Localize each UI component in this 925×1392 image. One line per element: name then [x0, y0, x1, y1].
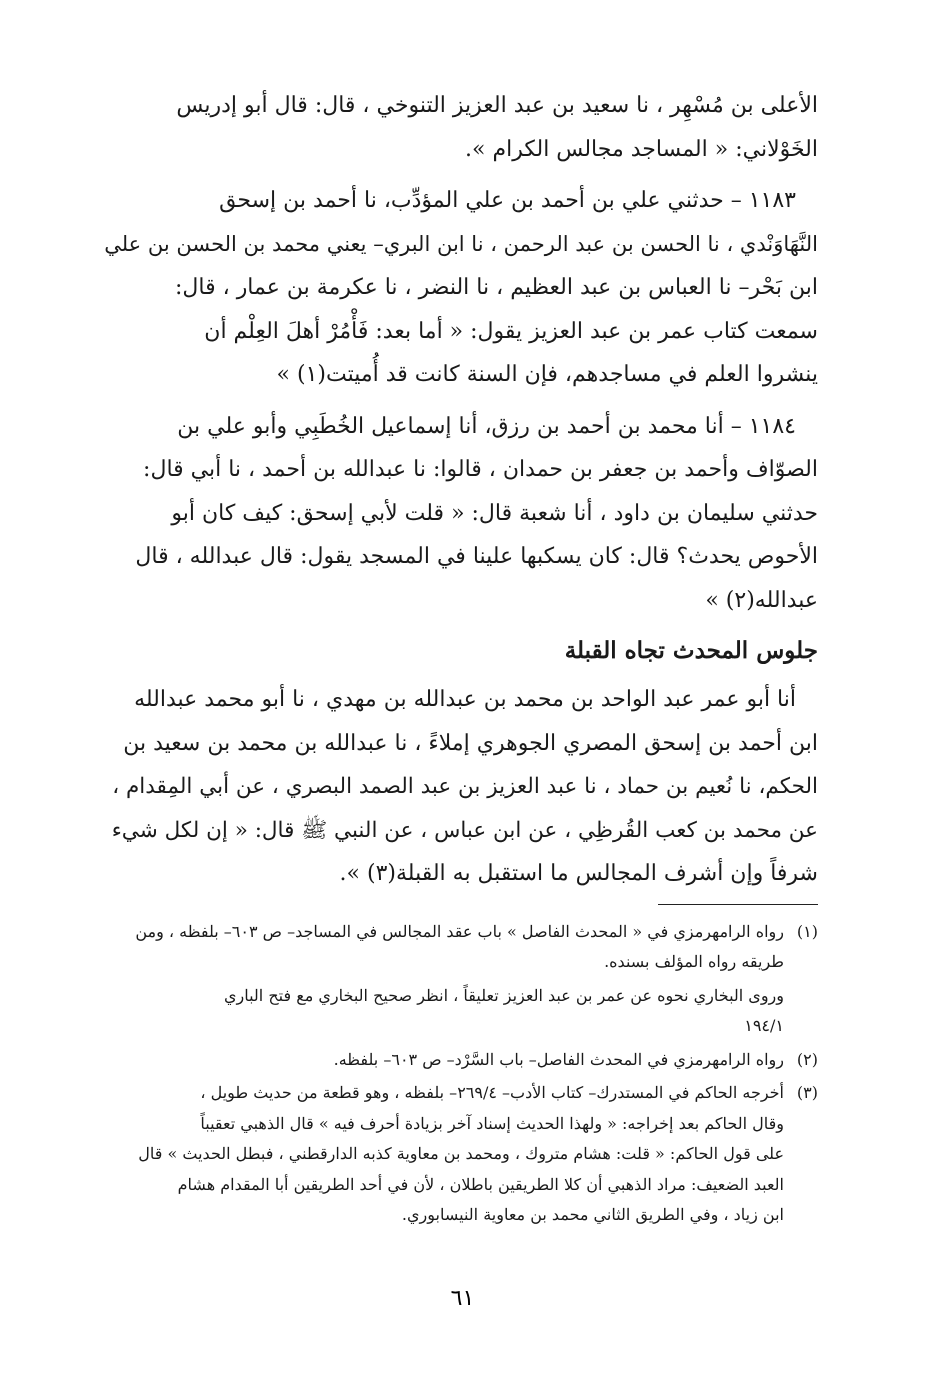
footnote-line: رواه الرامهرمزي في « المحدث الفاصل » باب عقد المجالس في المساجد– ص ٦٠٣– بلفظه ، ومن	[135, 921, 784, 941]
book-page	[100, 84, 818, 1234]
text-line: سمعت كتاب عمر بن عبد العزيز يقول: « أما بعد: فَأْمُرْ أهلَ العِلْم أن	[204, 318, 818, 344]
text-line: عبدالله(٢) »	[705, 587, 818, 613]
footnote-line: على قول الحاكم: « قلت: هشام متروك ، ومحمد بن معاوية كذبه الدارقطني ، فبطل الحديث » قال	[138, 1144, 784, 1163]
footnote-line: وقال الحاكم بعد إخراجه: « ولهذا الحديث إسناد آخر بزيادة أحرف فيه » قال الذهبي تعقيباً	[200, 1113, 784, 1133]
footnote-2	[100, 1045, 818, 1076]
paragraph-after-heading	[100, 678, 818, 896]
footnote-line: ابن زياد ، وفي الطريق الثاني محمد بن معاوية النيسابوري.	[401, 1205, 784, 1224]
text-line: شرفاً وإن أشرف المجالس ما استقبل به القبلة(٣) ».	[339, 861, 818, 886]
text-line: ١١٨٤ – أنا محمد بن أحمد بن رزق، أنا إسماعيل الخُطَبِي وأبو علي بن	[177, 413, 796, 439]
footnotes	[100, 917, 818, 1231]
footnote-line: رواه الرامهرمزي في المحدث الفاصل– باب السَّرْد– ص ٦٠٣– بلفظه.	[333, 1049, 784, 1069]
text-line: الخَوْلاني: « المساجد مجالس الكرام ».	[465, 136, 818, 162]
footnote-1-continuation	[100, 981, 818, 1042]
footnote-body	[100, 1045, 784, 1076]
text-line: النَّهَاوَنْدي ، نا الحسن بن عبد الرحمن ، نا ابن البري– يعني محمد بن الحسن بن علي	[104, 231, 818, 256]
text-line: أنا أبو عمر عبد الواحد بن محمد بن عبدالله بن مهدي ، نا أبو محمد عبدالله	[134, 687, 796, 712]
page-number: ٦١	[450, 1286, 475, 1311]
footnote-body	[100, 917, 784, 978]
footnote-number: (١)	[796, 921, 818, 941]
footnote-line: العبد الضعيف: مراد الذهبي أن كلا الطريقين باطلان ، لأن في أحد الطريقين أبا المقدام هشام	[177, 1174, 784, 1194]
text-line: عن محمد بن كعب القُرظِي ، عن ابن عباس ، عن النبي ﷺ قال: « إن لكل شيء	[111, 817, 818, 843]
footnote-body	[100, 1078, 784, 1231]
footnote-number: (٣)	[796, 1083, 818, 1102]
text-line: ابن بَحْر– نا العباس بن عبد العظيم ، نا النضر ، نا عكرمة بن عمار ، قال:	[174, 275, 818, 300]
text-line: الأحوص يحدث؟ قال: كان يسكبها علينا في المسجد يقول: قال عبدالله ، قال	[135, 544, 818, 569]
section-heading: جلوس المحدث تجاه القبلة	[564, 637, 818, 664]
text-line: الحكم، نا نُعيم بن حماد ، نا عبد العزيز بن عبد الصمد البصري ، عن أبي المِقدام ،	[112, 774, 818, 799]
footnote-line: وروى البخاري نحوه عن عمر بن عبد العزيز تعليقاً ، انظر صحيح البخاري مع فتح الباري	[223, 985, 784, 1005]
text-line: حدثني سليمان بن داود ، أنا شعبة قال: « قلت لأبي إسحق: كيف كان أبو	[171, 500, 818, 526]
main-text	[100, 84, 818, 896]
text-line: الصوّاف وأحمد بن جعفر بن حمدان ، قالوا: نا عبدالله بن أحمد ، نا أبي قال:	[143, 457, 818, 482]
paragraph-intro	[100, 84, 818, 171]
footnote-line: ١٩٤/١	[744, 1016, 784, 1035]
footnote-3	[100, 1078, 818, 1231]
footnote-line: أخرجه الحاكم في المستدرك– كتاب الأدب– ٢٦٩/٤– بلفظه ، وهو قطعة من حديث طويل ،	[200, 1083, 784, 1102]
footnote-number: (٢)	[796, 1049, 818, 1069]
footnote-1	[100, 917, 818, 978]
text-line: ١١٨٣ – حدثني علي بن أحمد بن علي المؤدِّب، نا أحمد بن إسحق	[219, 188, 796, 213]
footnote-divider	[658, 904, 818, 905]
paragraph-1184	[100, 405, 818, 623]
footnote-line: طريقه رواه المؤلف بسنده.	[604, 952, 784, 971]
paragraph-1183	[100, 179, 818, 397]
text-line: ابن أحمد بن إسحق المصري الجوهري إملاءً ، نا عبدالله بن محمد بن سعيد بن	[123, 730, 818, 756]
text-line: ينشروا العلم في مساجدهم، فإن السنة كانت قد أُميتت(١) »	[276, 362, 818, 387]
text-line: الأعلى بن مُسْهِر ، نا سعيد بن عبد العزيز التنوخي ، قال: قال أبو إدريس	[176, 93, 818, 118]
